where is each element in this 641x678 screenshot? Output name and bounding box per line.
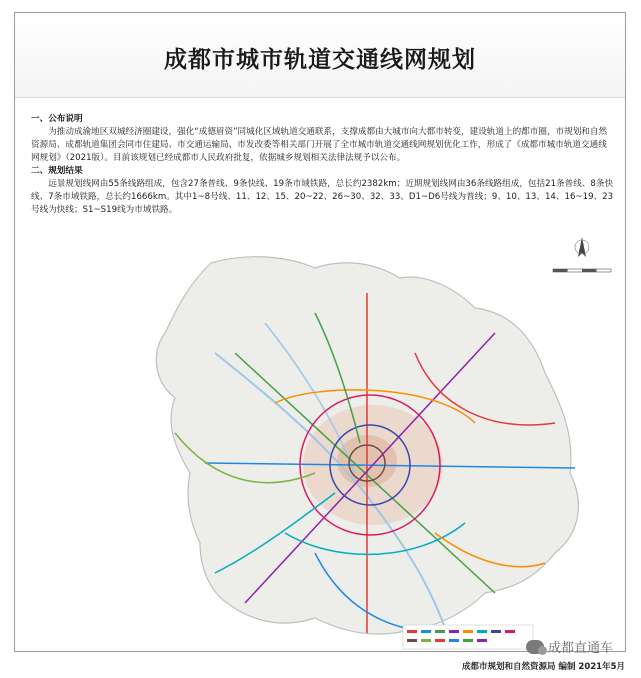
- title-bar: [15, 13, 625, 98]
- wechat-icon: [526, 640, 544, 654]
- poster-title: 成都市城市轨道交通线网规划: [164, 47, 476, 73]
- footer-credit: 成都市规划和自然资源局 编制 2021年5月: [462, 662, 625, 672]
- poster-frame: [14, 12, 626, 652]
- section-text-announcement: 为推动成渝地区双城经济圈建设，强化“成德眉资”同城化区域轨道交通联系，支撑成都由大城市向大都市转变，建设轨道上的都市圈，市规划和自然资源局、成都轨道集团会同市住建局、市交通运输局、市发改委等相关部门开展了全市城市轨道交通线网规划优化工作，形成了《成都市城市轨道交通线网规划》（2021版）。目前该规划已经成都市人民政府批复，依据城乡规划相关法律法规予以公布。: [31, 127, 608, 163]
- map-legend: [403, 625, 533, 649]
- section-heading-announcement: 一、公布说明: [31, 114, 83, 124]
- watermark: [526, 637, 613, 656]
- north-arrow-icon: [547, 235, 617, 287]
- watermark-text: 成都直通车: [547, 641, 613, 656]
- description-block: [31, 113, 615, 217]
- section-text-results: 远景规划线网由55条线路组成，包含27条普线、9条快线、19条市域铁路，总长约2382km；近期规划线网由36条线路组成，包括21条普线、8条快线、7条市域铁路，总长约1666km。其中1~8号线、11、12、15、20~22、26~30、32、33、D1~D6号线为普线；9、10、13、14、16~19、23号线为快线；S1~S19线为市域铁路。: [31, 179, 614, 215]
- section-heading-results: 二、规划结果: [31, 166, 83, 176]
- rail-network-map: [15, 233, 625, 651]
